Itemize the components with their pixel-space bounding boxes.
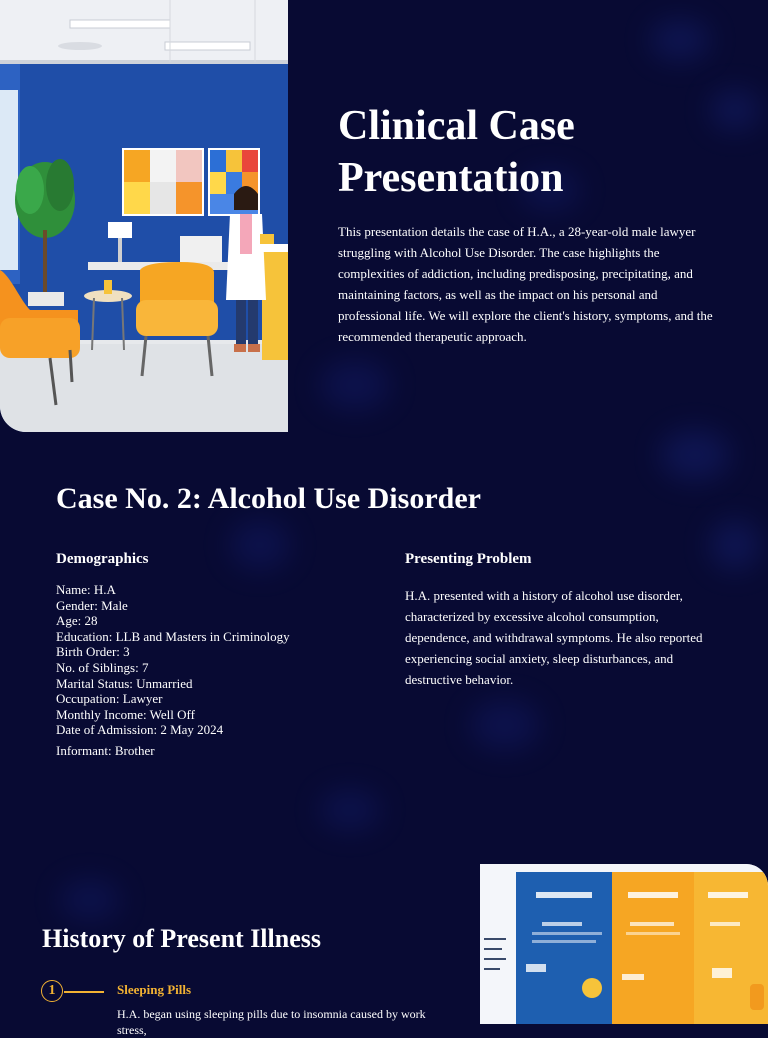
hero-clinic-image bbox=[0, 0, 288, 432]
presenting-problem-heading: Presenting Problem bbox=[405, 551, 532, 567]
background-bokeh bbox=[710, 520, 760, 570]
list-item: No. of Siblings: 7 bbox=[56, 659, 149, 675]
background-bokeh bbox=[320, 790, 380, 830]
background-bokeh bbox=[470, 700, 540, 750]
list-item: Informant: Brother bbox=[56, 742, 155, 758]
list-item: Date of Admission: 2 May 2024 bbox=[56, 722, 224, 738]
demographics-heading: Demographics bbox=[56, 551, 149, 567]
background-bokeh bbox=[660, 430, 730, 480]
presenting-problem-text: H.A. presented with a history of alcohol use disorder, characterized by excessive alcohol consumption, dependence, and withdrawal symptoms. He also reported experiencing social anxiety, sleep disturbances, and destructive behavior. bbox=[405, 588, 703, 687]
history-title: History of Present Illness bbox=[42, 924, 321, 953]
list-item: Age: 28 bbox=[56, 613, 98, 629]
list-item: Marital Status: Unmarried bbox=[56, 675, 193, 691]
page-title: Clinical Case Presentation bbox=[338, 103, 575, 201]
list-item: Gender: Male bbox=[56, 597, 128, 613]
background-bokeh bbox=[320, 360, 390, 410]
list-item: Monthly Income: Well Off bbox=[56, 706, 195, 722]
background-bokeh bbox=[650, 20, 710, 60]
background-bokeh bbox=[230, 520, 290, 570]
step-number-badge: 1 bbox=[41, 980, 63, 1002]
list-item: Occupation: Lawyer bbox=[56, 691, 163, 707]
background-bokeh bbox=[60, 880, 120, 920]
step-connector-line bbox=[64, 991, 104, 993]
intro-paragraph: This presentation details the case of H.A., a 28-year-old male lawyer struggling with Alcohol Use Disorder. The case highlights the complexities of addiction, including predisposing, precipitating, and maintaining factors, as well as the impact on his personal and professional life. We will explore the client's history, symptoms, and the recommended therapeutic approach. bbox=[338, 224, 713, 344]
step-title: Sleeping Pills bbox=[117, 982, 192, 997]
infographic-image bbox=[480, 864, 768, 1024]
step-description: H.A. began using sleeping pills due to insomnia caused by work stress, bbox=[117, 1007, 426, 1037]
list-item: Name: H.A bbox=[56, 582, 116, 597]
list-item: Birth Order: 3 bbox=[56, 644, 130, 660]
demographics-list bbox=[56, 582, 356, 759]
case-title: Case No. 2: Alcohol Use Disorder bbox=[56, 482, 481, 515]
list-item: Education: LLB and Masters in Criminology bbox=[56, 628, 290, 644]
